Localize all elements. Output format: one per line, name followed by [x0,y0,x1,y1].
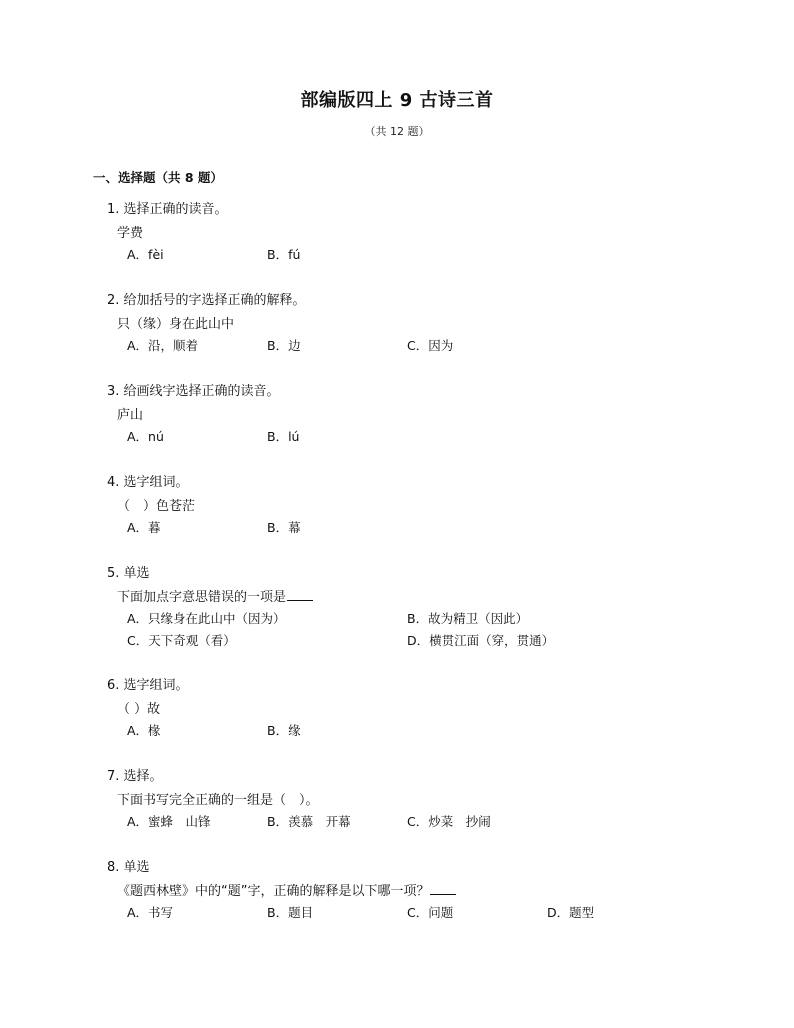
question-stem-text: 下面加点字意思错误的一项是 [117,590,287,605]
option-b[interactable]: B．幕 [267,520,301,535]
question-prompt [107,674,189,693]
question-prompt [107,562,150,581]
option-a[interactable]: A．书写 [127,905,174,920]
question-stem: 学费 [117,226,144,241]
question-text: 单选 [123,860,150,875]
question-prompt [107,289,306,308]
option-b[interactable]: B．fú [267,247,301,262]
question-prompt [107,856,150,875]
question-number: 6. [107,678,120,693]
question-text: 选择。 [123,769,163,784]
answer-blank[interactable] [287,588,313,601]
question-stem: （ ）色苍茫 [117,499,196,514]
question-stem: 下面书写完全正确的一组是（ ）。 [117,793,319,808]
option-a[interactable]: A．暮 [127,520,161,535]
option-c[interactable]: C．问题 [407,905,454,920]
question-prompt [107,765,163,784]
option-c[interactable]: C．炒菜 抄闹 [407,814,491,829]
question-stem: 庐山 [117,408,144,423]
question-stem [117,880,456,899]
question-prompt [107,198,228,217]
question-prompt [107,380,280,399]
option-d[interactable]: D．题型 [547,905,595,920]
option-b[interactable]: B．题目 [267,905,314,920]
question-stem: 只（缘）身在此山中 [117,317,235,332]
option-b[interactable]: B．羡慕 开幕 [267,814,351,829]
answer-blank[interactable] [430,882,456,895]
option-a[interactable]: A．fèi [127,247,164,262]
option-b[interactable]: B．lú [267,429,300,444]
question-stem-text: 《题西林壁》中的“题”字，正确的解释是以下哪一项？ [117,884,430,899]
question-number: 2. [107,293,120,308]
question-stem: （ ）故 [117,702,161,717]
question-text: 给画线字选择正确的读音。 [123,384,280,399]
question-text: 单选 [123,566,150,581]
question-stem [117,586,313,605]
option-c[interactable]: C．因为 [407,338,454,353]
question-number: 8. [107,860,120,875]
option-b[interactable]: B．缘 [267,723,301,738]
question-count: （共 12 题） [364,125,430,138]
option-c[interactable]: C．天下奇观（看） [127,633,236,648]
question-number: 7. [107,769,120,784]
option-a[interactable]: A．椽 [127,723,161,738]
question-number: 3. [107,384,120,399]
option-d[interactable]: D．横贯江面（穿，贯通） [407,633,555,648]
question-text: 选字组词。 [123,475,189,490]
question-number: 5. [107,566,120,581]
option-b[interactable]: B．边 [267,338,301,353]
question-number: 1. [107,202,120,217]
option-b[interactable]: B．故为精卫（因此） [407,611,529,626]
question-number: 4. [107,475,120,490]
question-prompt [107,471,189,490]
option-a[interactable]: A．蜜蜂 山锋 [127,814,211,829]
question-text: 选字组词。 [123,678,189,693]
section-heading: 一、选择题（共 8 题） [93,170,223,185]
option-a[interactable]: A．nú [127,429,164,444]
question-text: 选择正确的读音。 [123,202,228,217]
question-text: 给加括号的字选择正确的解释。 [123,293,306,308]
option-a[interactable]: A．只缘身在此山中（因为） [127,611,286,626]
page-title: 部编版四上 9 古诗三首 [300,90,494,111]
option-a[interactable]: A．沿，顺着 [127,338,199,353]
